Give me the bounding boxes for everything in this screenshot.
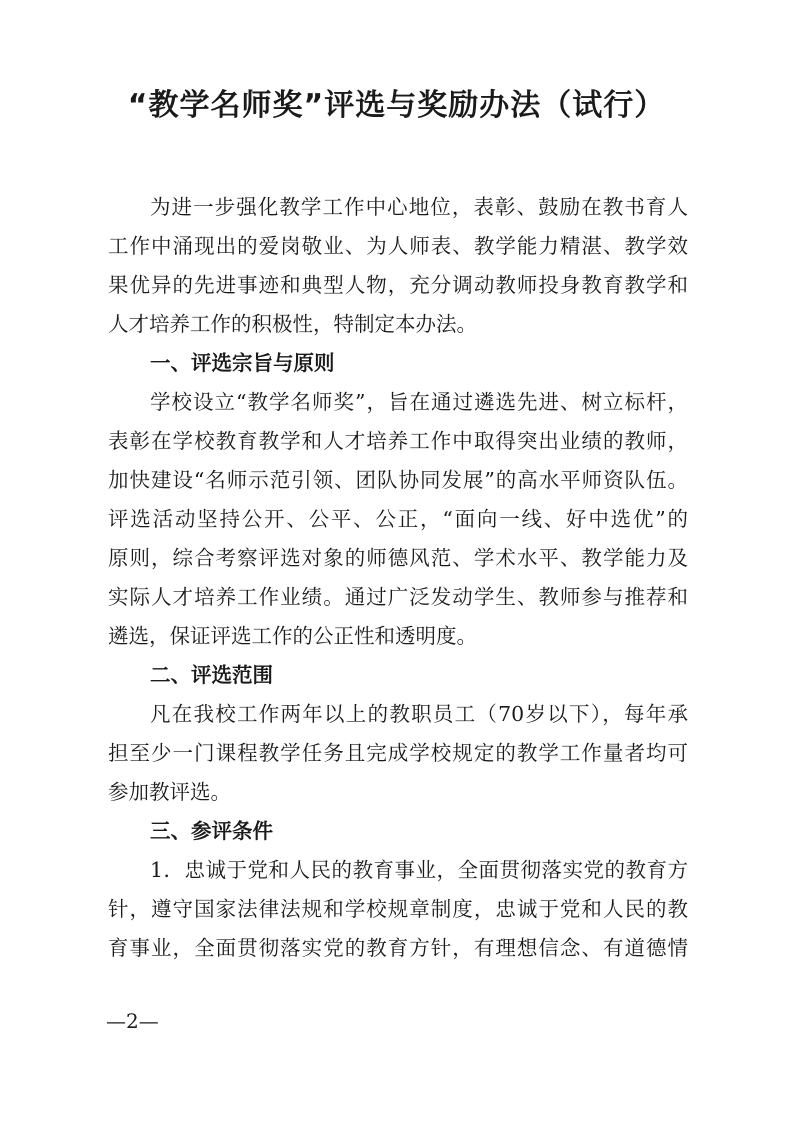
paragraph-line: 表彰在学校教育教学和人才培养工作中取得突出业绩的教师， (108, 429, 688, 453)
paragraph-line: 1．忠诚于党和人民的教育事业，全面贯彻落实党的教育方 (150, 858, 688, 882)
paragraph-line: 原则，综合考察评选对象的师德风范、学术水平、教学能力及 (108, 546, 688, 570)
paragraph-line: 实际人才培养工作业绩。通过广泛发动学生、教师参与推荐和 (108, 585, 688, 609)
document-body (108, 188, 688, 968)
paragraph-line: 参加教评选。 (108, 780, 231, 804)
paragraph-line: 育事业，全面贯彻落实党的教育方针，有理想信念、有道德情 (108, 936, 688, 960)
paragraph-line: 凡在我校工作两年以上的教职员工（70岁以下），每年承 (150, 702, 688, 726)
section-heading: 三、参评条件 (150, 819, 273, 843)
paragraph-line: 学校设立“教学名师奖”，旨在通过遴选先进、树立标杆， (150, 390, 688, 414)
paragraph-line: 为进一步强化教学工作中心地位，表彰、鼓励在教书育人 (150, 195, 688, 219)
paragraph-line: 担至少一门课程教学任务且完成学校规定的教学工作量者均可 (108, 741, 688, 765)
page-number: —2— (106, 1009, 159, 1033)
section-heading: 二、评选范围 (150, 663, 273, 687)
paragraph-line: 加快建设“名师示范引领、团队协同发展”的高水平师资队伍。 (108, 468, 688, 492)
paragraph-line: 工作中涌现出的爱岗敬业、为人师表、教学能力精湛、教学效 (108, 234, 688, 258)
paragraph-line: 评选活动坚持公开、公平、公正，“面向一线、好中选优”的 (108, 507, 688, 531)
paragraph-line: 针，遵守国家法律法规和学校规章制度，忠诚于党和人民的教 (108, 897, 688, 921)
document-title: “教学名师奖”评选与奖励办法（试行） (127, 88, 666, 123)
section-heading: 一、评选宗旨与原则 (150, 351, 335, 375)
paragraph-line: 果优异的先进事迹和典型人物，充分调动教师投身教育教学和 (108, 273, 688, 297)
paragraph-line: 人才培养工作的积极性，特制定本办法。 (108, 312, 477, 336)
paragraph-line: 遴选，保证评选工作的公正性和透明度。 (108, 624, 477, 648)
